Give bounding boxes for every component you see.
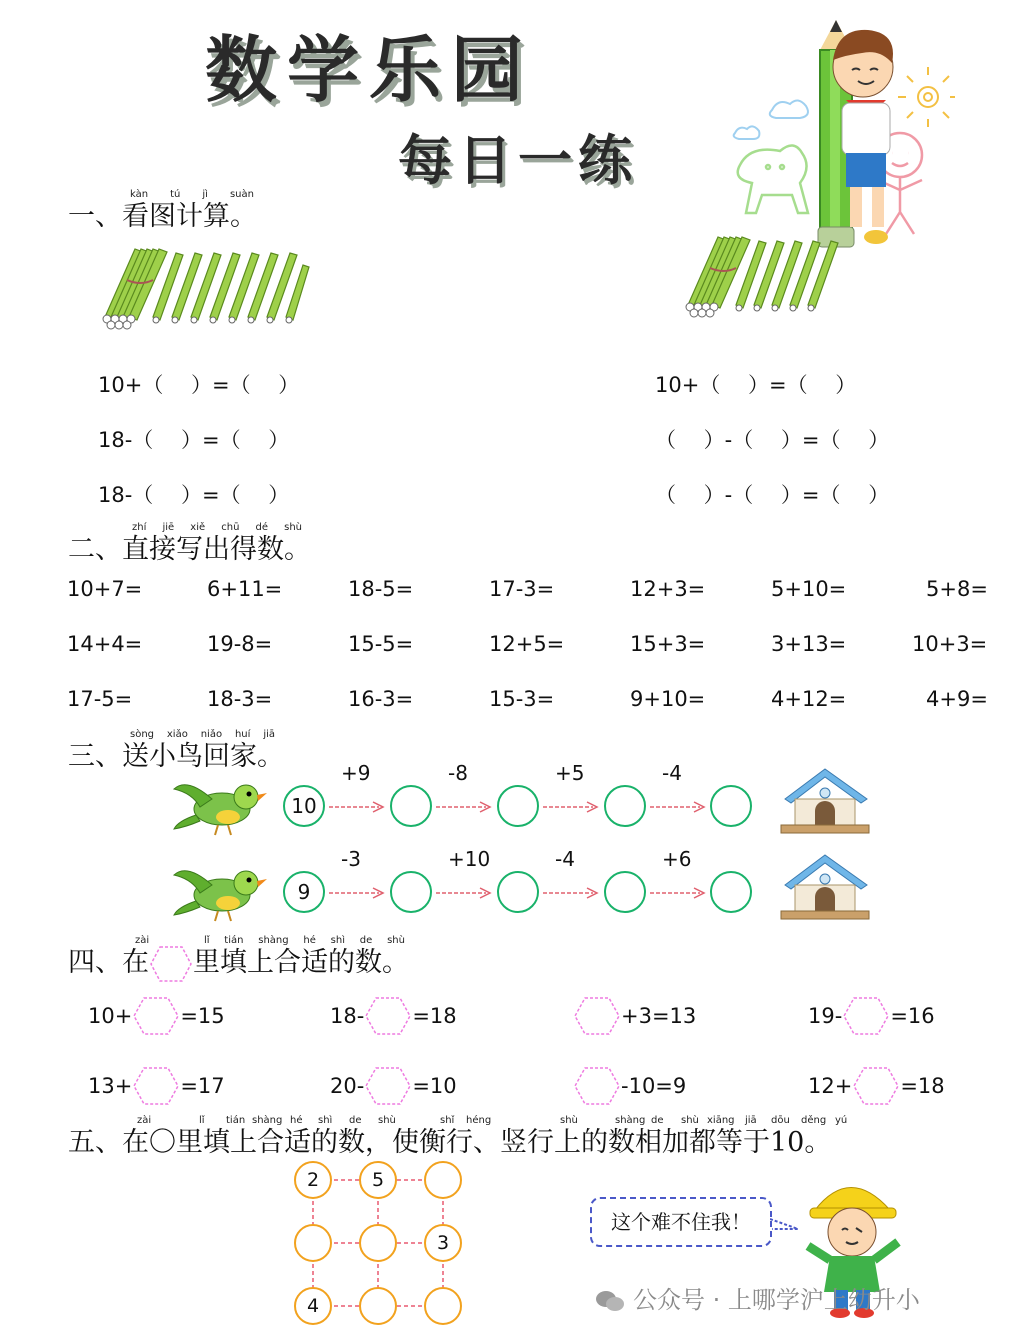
hexagon-equation	[88, 996, 225, 1036]
answer-circle[interactable]	[497, 785, 539, 827]
dashed-arrow	[648, 885, 708, 904]
pinyin: zài	[135, 935, 150, 946]
pinyin: shàng	[252, 1115, 283, 1126]
pinyin: jiā	[263, 729, 275, 740]
pinyin: shù	[378, 1115, 396, 1126]
sticks-bundle-left	[97, 245, 312, 335]
equation-prefix: 10+	[88, 1004, 133, 1028]
dashed-arrow	[434, 885, 494, 904]
pinyin: hé	[290, 1115, 303, 1126]
pinyin: lǐ	[199, 1115, 205, 1126]
operation-label: +5	[555, 761, 585, 785]
hexagon-input[interactable]	[573, 996, 621, 1036]
given-number-circle: 5	[359, 1161, 397, 1199]
pinyin: dé	[255, 522, 269, 533]
pinyin: děng	[801, 1115, 827, 1126]
section-number: 二、	[68, 534, 122, 565]
answer-circle[interactable]	[359, 1287, 397, 1325]
calc-item[interactable]: 9+10=	[630, 687, 706, 711]
hexagon-input[interactable]	[573, 1066, 621, 1106]
pinyin: hé	[303, 935, 316, 946]
hexagon-icon	[149, 945, 193, 983]
operation-label: -4	[555, 847, 575, 871]
hexagon-input[interactable]	[852, 1066, 900, 1106]
pinyin: shì	[330, 935, 345, 946]
equation-suffix: =10	[412, 1074, 457, 1098]
calc-item[interactable]: 10+3=	[912, 632, 988, 656]
calc-item[interactable]: 18-3=	[207, 687, 273, 711]
pinyin: dōu	[771, 1115, 790, 1126]
dashed-arrow	[648, 799, 708, 818]
pinyin: shù	[681, 1115, 699, 1126]
answer-circle[interactable]	[294, 1224, 332, 1262]
hexagon-input[interactable]	[364, 996, 412, 1036]
hexagon-equation	[573, 996, 696, 1036]
sticks-bundle-right	[682, 233, 842, 323]
pinyin: xiě	[190, 522, 206, 533]
calc-item[interactable]: 3+13=	[771, 632, 847, 656]
equation-prefix: 18-	[330, 1004, 365, 1028]
calc-item[interactable]: 4+9=	[926, 687, 988, 711]
pinyin: xiǎo	[166, 729, 188, 740]
bird-house-icon	[777, 765, 872, 839]
section-title-post: 里填上合适的数。	[193, 947, 409, 978]
given-number-circle: 2	[294, 1161, 332, 1199]
calc-item[interactable]: 5+10=	[771, 577, 847, 601]
pinyin: shì	[318, 1115, 333, 1126]
equation[interactable]: 10+（ ）=（ ）	[98, 373, 300, 397]
pinyin: shǐ	[440, 1115, 455, 1126]
calc-item[interactable]: 14+4=	[67, 632, 143, 656]
hexagon-equation	[88, 1066, 225, 1106]
pinyin: de	[651, 1115, 664, 1126]
answer-circle[interactable]	[424, 1161, 462, 1199]
equation-prefix: 19-	[808, 1004, 843, 1028]
section-title: 送小鸟回家。	[122, 741, 284, 772]
equation[interactable]: （ ）-（ ）=（ ）	[655, 483, 890, 507]
answer-circle[interactable]	[390, 785, 432, 827]
section1-heading	[68, 194, 257, 233]
operation-label: -4	[662, 761, 682, 785]
pinyin: tián	[224, 935, 244, 946]
pinyin: héng	[466, 1115, 492, 1126]
dashed-arrow	[327, 885, 387, 904]
hexagon-input[interactable]	[132, 996, 180, 1036]
answer-circle[interactable]	[604, 871, 646, 913]
pinyin: shàng	[615, 1115, 646, 1126]
equation-suffix: =17	[180, 1074, 225, 1098]
answer-circle[interactable]	[710, 785, 752, 827]
section-number: 一、	[68, 201, 122, 232]
hexagon-equation	[808, 996, 935, 1036]
bird-icon	[172, 773, 267, 842]
pinyin: kàn	[130, 189, 149, 200]
section-title: 直接写出得数。	[122, 534, 311, 565]
equation-prefix: 13+	[88, 1074, 133, 1098]
calc-item[interactable]: 5+8=	[926, 577, 988, 601]
hexagon-equation	[573, 1066, 686, 1106]
operation-label: +6	[662, 847, 692, 871]
section-number: 四、	[68, 947, 122, 978]
calc-item[interactable]: 17-5=	[67, 687, 133, 711]
watermark	[595, 1280, 920, 1315]
boy-with-pencil-illustration	[720, 15, 955, 250]
answer-circle[interactable]	[710, 871, 752, 913]
dashed-arrow	[434, 799, 494, 818]
equation[interactable]: （ ）-（ ）=（ ）	[655, 428, 890, 452]
hexagon-input[interactable]	[842, 996, 890, 1036]
given-number-circle: 4	[294, 1287, 332, 1325]
wechat-icon	[595, 1289, 625, 1313]
pinyin: zhí	[132, 522, 147, 533]
operation-label: -8	[448, 761, 468, 785]
calc-item[interactable]: 10+7=	[67, 577, 143, 601]
start-number-circle: 9	[283, 871, 325, 913]
equation[interactable]: 18-（ ）=（ ）	[98, 428, 290, 452]
hexagon-equation	[330, 996, 457, 1036]
equation-suffix: +3=13	[621, 1004, 697, 1028]
pinyin: shù	[387, 935, 405, 946]
pinyin: sòng	[130, 729, 155, 740]
calc-item[interactable]: 15-3=	[489, 687, 555, 711]
bird-house-icon	[777, 851, 872, 925]
pinyin: huí	[234, 729, 251, 740]
calc-item[interactable]: 18-5=	[348, 577, 414, 601]
pinyin: tián	[226, 1115, 246, 1126]
pinyin: lǐ	[203, 935, 210, 946]
equation-suffix: -10=9	[621, 1074, 687, 1098]
pinyin: jì	[202, 189, 208, 200]
calc-item[interactable]: 4+12=	[771, 687, 847, 711]
watermark-text: 公众号 · 上哪学沪上幼升小	[633, 1286, 920, 1314]
equation-prefix: 20-	[330, 1074, 365, 1098]
section5-pinyin	[0, 1115, 1022, 1129]
section-title: 看图计算。	[122, 201, 257, 232]
pinyin: de	[349, 1115, 362, 1126]
equation[interactable]: 10+（ ）=（ ）	[655, 373, 857, 397]
equation[interactable]: 18-（ ）=（ ）	[98, 483, 290, 507]
section4-heading	[68, 940, 409, 983]
speech-bubble: 这个难不住我！	[590, 1197, 772, 1247]
calc-item[interactable]: 15-5=	[348, 632, 414, 656]
section2-heading	[68, 527, 311, 566]
page-subtitle: 每日一练	[398, 128, 638, 192]
dashed-arrow	[327, 799, 387, 818]
answer-circle[interactable]	[604, 785, 646, 827]
answer-circle[interactable]	[424, 1287, 462, 1325]
pinyin: tú	[170, 189, 181, 200]
equation-suffix: =15	[180, 1004, 225, 1028]
dashed-arrow	[541, 885, 601, 904]
pinyin: yú	[835, 1115, 848, 1126]
answer-circle[interactable]	[359, 1224, 397, 1262]
hexagon-input[interactable]	[132, 1066, 180, 1106]
dashed-arrow	[541, 799, 601, 818]
pinyin: jiē	[162, 522, 175, 533]
answer-circle[interactable]	[497, 871, 539, 913]
operation-label: -3	[341, 847, 361, 871]
calc-item[interactable]: 15+3=	[630, 632, 706, 656]
start-number-circle: 10	[283, 785, 325, 827]
page-title: 数学乐园	[205, 27, 534, 112]
pinyin: xiāng	[707, 1115, 735, 1126]
answer-circle[interactable]	[390, 871, 432, 913]
hexagon-equation	[330, 1066, 457, 1106]
pinyin: de	[359, 935, 373, 946]
pinyin: shù	[284, 522, 302, 533]
calc-item[interactable]: 12+3=	[630, 577, 706, 601]
equation-suffix: =18	[412, 1004, 457, 1028]
section3-heading	[68, 734, 284, 773]
calc-item[interactable]: 12+5=	[489, 632, 565, 656]
pinyin: shù	[560, 1115, 578, 1126]
pinyin: jiā	[745, 1115, 757, 1126]
section-title: 在〇里填上合适的数，使衡行、竖行上的数相加都等于10。	[122, 1127, 832, 1158]
section-title-pre: 在	[122, 947, 149, 978]
calc-item[interactable]: 19-8=	[207, 632, 273, 656]
hexagon-equation	[808, 1066, 945, 1106]
equation-prefix: 12+	[808, 1074, 853, 1098]
equation-suffix: =16	[890, 1004, 935, 1028]
pinyin: zài	[137, 1115, 152, 1126]
calc-item[interactable]: 16-3=	[348, 687, 414, 711]
calc-item[interactable]: 17-3=	[489, 577, 555, 601]
calc-item[interactable]: 6+11=	[207, 577, 283, 601]
bird-icon	[172, 859, 267, 928]
section-number: 三、	[68, 741, 122, 772]
given-number-circle: 3	[424, 1224, 462, 1262]
pinyin: suàn	[229, 189, 254, 200]
equation-suffix: =18	[900, 1074, 945, 1098]
operation-label: +9	[341, 761, 371, 785]
pinyin: chū	[221, 522, 240, 533]
operation-label: +10	[448, 847, 491, 871]
pinyin: shàng	[258, 935, 289, 946]
hexagon-input[interactable]	[364, 1066, 412, 1106]
pinyin: niǎo	[200, 729, 223, 740]
section-number: 五、	[68, 1127, 122, 1158]
